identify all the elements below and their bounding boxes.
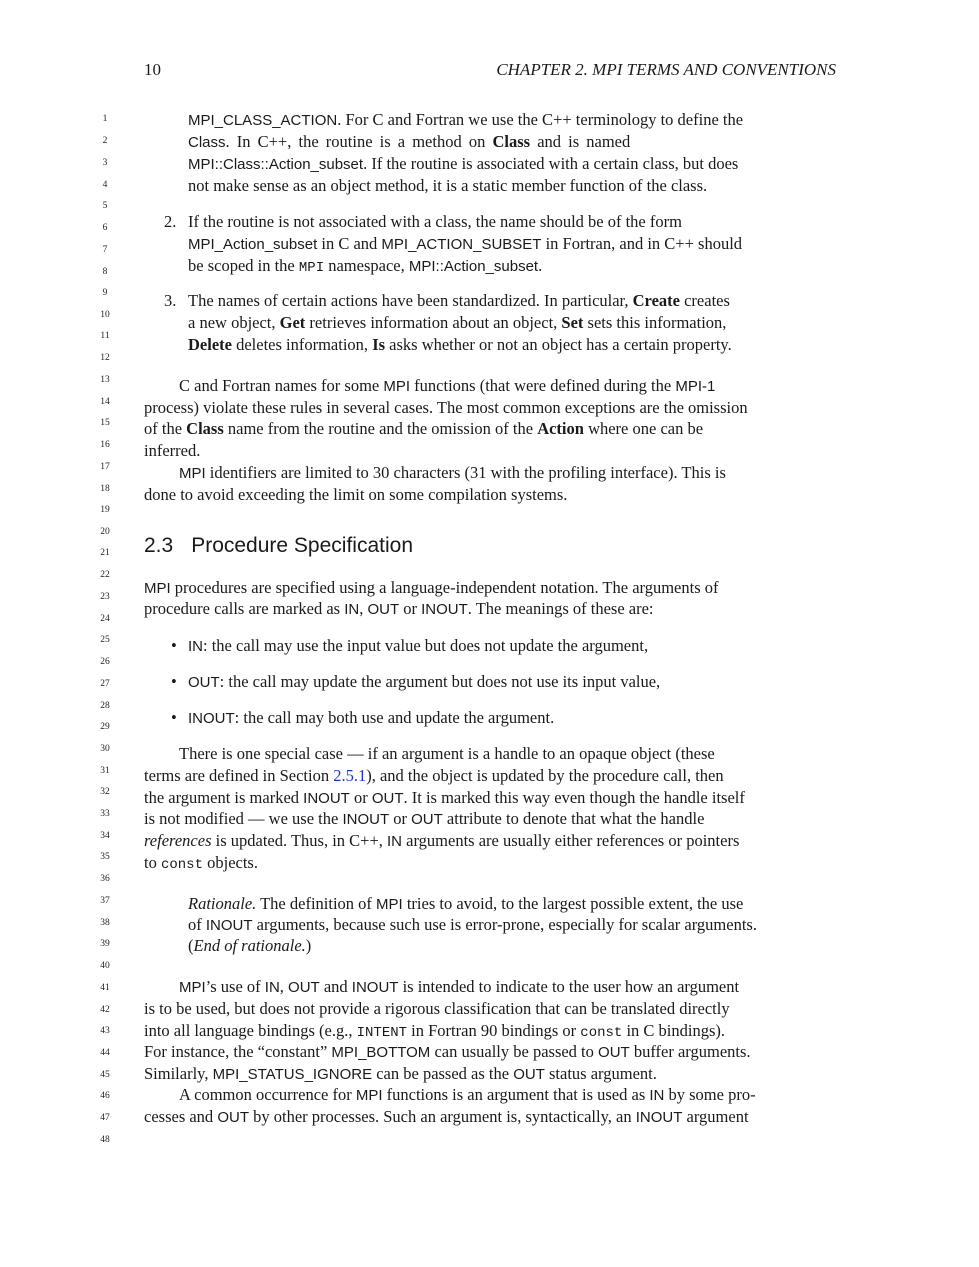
line-number: 30 [100,744,110,754]
line-number: 16 [100,440,110,450]
section-heading [144,534,413,558]
line-number: 2 [102,136,108,146]
code-term: Class [188,134,226,151]
line-number: 31 [100,766,110,776]
line-number: 33 [100,809,110,819]
line-number: 20 [100,527,110,537]
line-number: 14 [100,397,110,407]
code-term: MPI::Class::Action_subset [188,156,364,173]
section-title: Procedure Specification [191,534,413,557]
line-number: 41 [100,983,110,993]
line-number: 10 [100,310,110,320]
line-number: 40 [100,961,110,971]
line-number: 36 [100,874,110,884]
line-number: 5 [102,201,108,211]
line-number: 32 [100,787,110,797]
line-number: 28 [100,701,110,711]
line-number: 47 [100,1113,110,1123]
line-number: 21 [100,548,110,558]
line-number: 44 [100,1048,110,1058]
line-number: 19 [100,505,110,515]
line-number: 7 [102,245,108,255]
line-number: 1 [102,114,108,124]
line-number: 42 [100,1005,110,1015]
line-number: 48 [100,1135,110,1145]
line-number: 35 [100,852,110,862]
line-number: 8 [102,267,108,277]
line-number: 17 [100,462,110,472]
line-number: 11 [100,331,110,341]
page-number: 10 [144,60,161,79]
line-number: 46 [100,1091,110,1101]
line-number: 43 [100,1026,110,1036]
line-number: 26 [100,657,110,667]
section-link[interactable]: 2.5.1 [333,766,367,785]
line-number: 45 [100,1070,110,1080]
line-number: 38 [100,918,110,928]
line-number: 9 [102,288,108,298]
line-number: 18 [100,484,110,494]
list-number: 2. [164,212,177,231]
document-page: 10 CHAPTER 2. MPI TERMS AND CONVENTIONS 1 2 3 4 5 6 7 8 9 10 11 12 13 14 15 16 17 18 19 20 21 22 23 24 25 26 27 28 29 30 31 32 33 34 35 36 37 38 39 40 41 42 43 44 45 46 47 48 MPI_CLASS_ACTION. For C and Fortran we use the C++ terminology to define the Class. In C++, the routine is a method on Class and is named MPI::Class::Action_subset. If the routine is associated with a certain class, but does not make sense as an object method, it is a static member function of the class. 2. If the routine is not associated with a class, the name should be of the form MPI_Action_subset in C and MPI_ACTION_SUBSET in Fortran, and in C++ should be scoped in the MPI namespace, MPI::Action_subset. 3. The names of certain actions have been standardized. In particular, Create creates a new object, Get retrieves information about an object, Set sets this information, Delete deletes information, Is asks whether or not an object has a certain property. C and Fortran names for some MPI functions (that were defined during the MPI-1 process) violate these rules in several cases. The most common exceptions are the omission of the Class name from the routine and the omission of the Action where one can be inferred. MPI identifiers are limited to 30 characters (31 with the profiling interface). This is done to avoid exceeding the limit on some compilation systems. 2.3 Procedure Specification MPI procedures are specified using a language-independent notation. The arguments of procedure calls are marked as IN, OUT or INOUT. The meanings of these are: • IN: the call may use the input value but does not update the argument, • OUT: the call may update the argument but does not use its input value, • INOUT: the call may both use and update the argument. There is one special case — if an argument is a handle to an opaque object (these terms are defined in Section 2.5.1), and the object is updated by the procedure call, then the argument is marked INOUT or OUT. It is marked this way even though the handle itself is not modified — we use the INOUT or OUT attribute to denote that what the handle references is updated. Thus, in C++, IN arguments are usually either references or pointers to const objects. Rationale. The definition of MPI tries to avoid, to the largest possible extent, the use of INOUT arguments, because such use is error-prone, especially for scalar arguments. (End of rationale.) MPI’s use of IN, OUT and INOUT is intended to indicate to the user how an argument is to be used, but does not provide a rigorous classification that can be translated directly into all language bindings (e.g., INTENT in Fortran 90 bindings or const in C bindings). For instance, the “constant” MPI_BOTTOM can usually be passed to OUT buffer arguments. Similarly, MPI_STATUS_IGNORE can be passed as the OUT status argument. A common occurrence for MPI functions is an argument that is used as IN by some pro- cesses and OUT by other processes. Such an argument is, syntactically, an INOUT argument [0,0,979,1267]
line-number: 13 [100,375,110,385]
chapter-running-head: CHAPTER 2. MPI TERMS AND CONVENTIONS [496,60,836,79]
line-number: 29 [100,722,110,732]
line-number: 3 [102,158,108,168]
list-number: 3. [164,291,177,310]
line-number: 39 [100,939,110,949]
line-number: 6 [102,223,108,233]
code-term: MPI_CLASS_ACTION [188,112,338,129]
section-number: 2.3 [144,534,174,557]
line-number: 37 [100,896,110,906]
line-number: 27 [100,679,110,689]
line-number: 4 [102,180,108,190]
line-number: 24 [100,614,110,624]
line-number: 12 [100,353,110,363]
line-number: 15 [100,418,110,428]
line-number: 25 [100,635,110,645]
line-number: 34 [100,831,110,841]
line-number: 22 [100,570,110,580]
line-number: 23 [100,592,110,602]
